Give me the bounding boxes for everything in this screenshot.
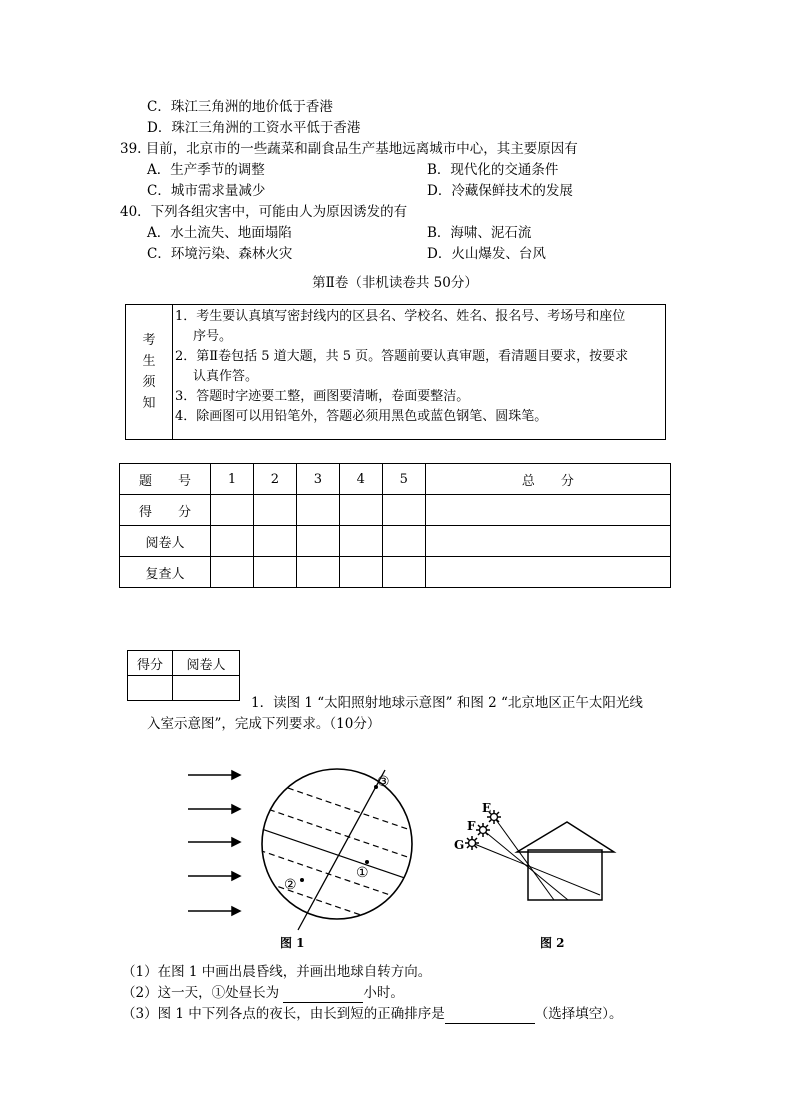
- score-cell[interactable]: [339, 526, 382, 557]
- house-body: [528, 850, 602, 900]
- figure-1: [180, 765, 425, 955]
- subquestion-2-after: 小时。: [363, 985, 404, 1001]
- score-cell[interactable]: [211, 526, 254, 557]
- score-col-4: 4: [339, 464, 382, 495]
- notice-item-1-first: 1．考生要认真填写密封线内的区县名、学校名、姓名、报名号、考场号和座位: [175, 309, 626, 324]
- score-cell[interactable]: [296, 495, 339, 526]
- score-cell[interactable]: [339, 495, 382, 526]
- subquestion-2-blank[interactable]: [283, 988, 363, 1003]
- notice-label-char: 考: [142, 333, 156, 348]
- notice-item-2-first: 2．第Ⅱ卷包括 5 道大题，共 5 页。答题前要认真审题，看清题目要求，按要求: [175, 349, 629, 364]
- subquestion-2: [122, 983, 404, 1003]
- score-row: [120, 557, 671, 588]
- subquestion-1: （1）在图 1 中画出晨昏线，并画出地球自转方向。: [122, 964, 432, 980]
- small-score-header-score: 得分: [128, 651, 173, 676]
- marker-3: ③: [377, 774, 390, 790]
- q39-stem: 39. 目前，北京市的一些蔬菜和副食品生产基地远离城市中心，其主要原因有: [120, 141, 578, 157]
- score-cell[interactable]: [253, 526, 296, 557]
- light-rays: [472, 817, 600, 900]
- notice-label-char: 生: [142, 354, 156, 369]
- notice-item-3: 3．答题时字迹要工整，画图要清晰，卷面要整洁。: [175, 389, 470, 404]
- score-col-5: 5: [382, 464, 425, 495]
- fig2-caption: 图 2: [540, 936, 565, 950]
- notice-content: [173, 305, 666, 440]
- q39-option-c: C．城市需求量减少: [147, 183, 266, 199]
- notice-item-4: 4．除画图可以用铅笔外，答题必须用黑色或蓝色钢笔、圆珠笔。: [175, 409, 548, 424]
- fig1-caption: 图 1: [280, 936, 305, 950]
- notice-label-char: 须: [142, 375, 156, 390]
- score-cell[interactable]: [296, 526, 339, 557]
- point-1-dot: [365, 860, 369, 864]
- globe: [262, 769, 412, 919]
- score-cell[interactable]: [211, 495, 254, 526]
- score-cell[interactable]: [253, 495, 296, 526]
- notice-item-1-rest: 序号。: [193, 329, 233, 344]
- score-row: [120, 495, 671, 526]
- score-table: [119, 463, 671, 588]
- score-cell[interactable]: [425, 495, 670, 526]
- q38-option-c: C．珠江三角洲的地价低于香港: [147, 99, 333, 115]
- marker-1: ①: [356, 865, 369, 881]
- earth-axis: [298, 770, 385, 930]
- notice-item-1: [173, 307, 665, 347]
- score-table-header-row: [120, 464, 671, 495]
- notice-label-char: 知: [142, 396, 156, 411]
- question1-stem-line2: 入室示意图”，完成下列要求。（10分）: [147, 716, 381, 732]
- subquestion-3-blank[interactable]: [445, 1009, 535, 1024]
- score-cell[interactable]: [296, 557, 339, 588]
- score-col-3: 3: [296, 464, 339, 495]
- score-cell[interactable]: [339, 557, 382, 588]
- score-cell[interactable]: [382, 557, 425, 588]
- q40-stem: 40．下列各组灾害中，可能由人为原因诱发的有: [120, 204, 408, 220]
- subquestion-3: [122, 1004, 623, 1024]
- score-cell[interactable]: [382, 495, 425, 526]
- q39-option-b: B．现代化的交通条件: [427, 162, 559, 178]
- score-total-label: 总 分: [425, 464, 670, 495]
- subquestion-3-after: （选择填空）。: [534, 1006, 623, 1022]
- notice-item-2: [173, 347, 665, 387]
- sun-g-label: G: [454, 838, 465, 852]
- q38-option-d: D．珠江三角洲的工资水平低于香港: [147, 120, 361, 136]
- score-header-label: 题 号: [120, 464, 211, 495]
- q40-option-a: A．水土流失、地面塌陷: [147, 225, 292, 241]
- question1-stem-line1: 1．读图 1 “太阳照射地球示意图” 和图 2 “北京地区正午太阳光线: [251, 695, 643, 711]
- point-2-dot: [300, 878, 304, 882]
- score-cell[interactable]: [253, 557, 296, 588]
- q40-option-b: B．海啸、泥石流: [427, 225, 532, 241]
- score-cell[interactable]: [382, 526, 425, 557]
- sun-rays: [188, 771, 240, 915]
- q40-option-d: D．火山爆发、台风: [427, 246, 546, 262]
- score-row-label: 复查人: [120, 557, 211, 588]
- small-score-cell[interactable]: [128, 676, 173, 701]
- score-cell[interactable]: [211, 557, 254, 588]
- sun-e-label: E: [482, 801, 492, 815]
- notice-label: [126, 305, 173, 440]
- small-score-cell[interactable]: [173, 676, 240, 701]
- q40-option-c: C．环境污染、森林火灾: [147, 246, 293, 262]
- score-col-2: 2: [253, 464, 296, 495]
- q39-option-d: D．冷藏保鲜技术的发展: [427, 183, 573, 199]
- house-roof: [517, 822, 614, 852]
- score-cell[interactable]: [425, 526, 670, 557]
- sun-f-icon: [476, 823, 490, 837]
- sun-f-label: F: [467, 819, 476, 833]
- small-score-header-grader: 阅卷人: [173, 651, 240, 676]
- score-col-1: 1: [211, 464, 254, 495]
- notice-table: [125, 304, 666, 440]
- q39-option-a: A．生产季节的调整: [147, 162, 265, 178]
- notice-item-2-rest: 认真作答。: [193, 369, 259, 384]
- section-title: 第Ⅱ卷（非机读卷共 50分）: [312, 275, 478, 291]
- score-row-label: 得 分: [120, 495, 211, 526]
- score-row-label: 阅卷人: [120, 526, 211, 557]
- score-row: [120, 526, 671, 557]
- sun-g-icon: [465, 836, 479, 850]
- subquestion-2-before: （2）这一天，①处昼长为: [122, 985, 284, 1001]
- small-score-table: [127, 650, 240, 701]
- subquestion-3-before: （3）图 1 中下列各点的夜长，由长到短的正确排序是: [122, 1006, 445, 1022]
- marker-2: ②: [284, 877, 297, 893]
- score-cell[interactable]: [425, 557, 670, 588]
- figure-2: [450, 795, 620, 955]
